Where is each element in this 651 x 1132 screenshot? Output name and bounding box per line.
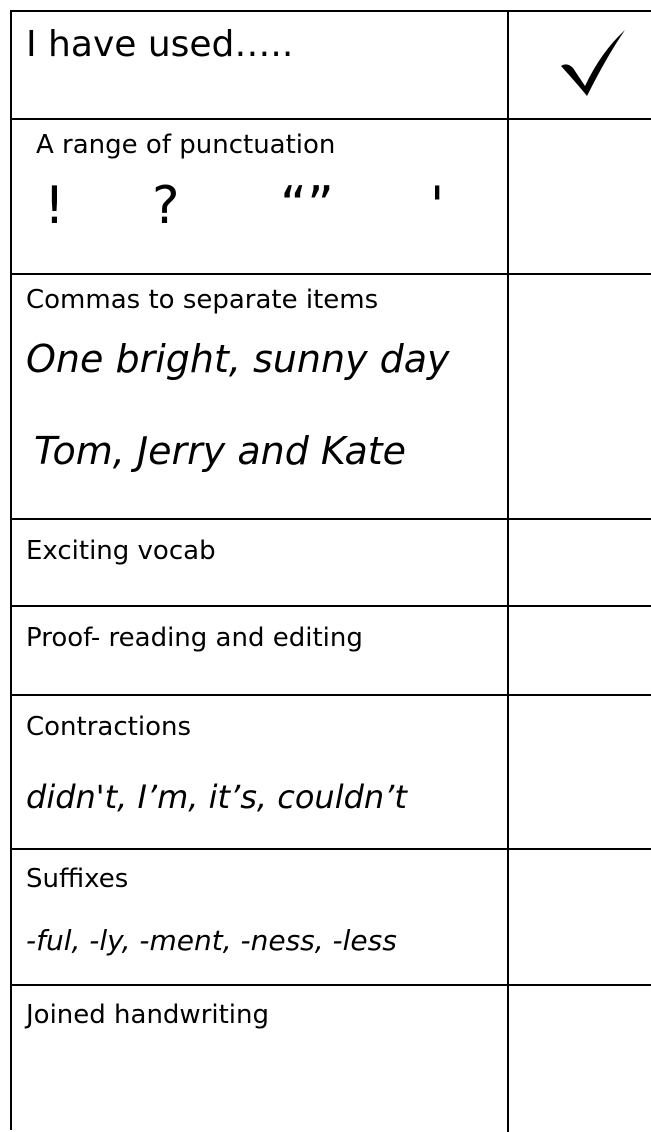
- comma-example: One bright, sunny day: [26, 337, 450, 381]
- row-proofreading: [12, 607, 651, 696]
- apostrophe-example: ': [430, 176, 445, 236]
- row-label: Exciting vocab: [26, 536, 216, 566]
- row-label: Commas to separate items: [26, 285, 379, 315]
- row-label: Proof- reading and editing: [26, 623, 363, 653]
- row-punctuation: [12, 120, 651, 275]
- row-label: A range of punctuation: [36, 130, 336, 160]
- row-label: Contractions: [26, 712, 192, 742]
- row-vocab: [12, 520, 651, 607]
- row-handwriting: [12, 986, 651, 1132]
- row-label: Suffixes: [26, 864, 129, 894]
- speech-marks-example: “”: [280, 176, 334, 236]
- row-contractions: [12, 696, 651, 850]
- header-row: [12, 12, 651, 120]
- contraction-example: didn't, I’m, it’s, couldn’t: [26, 778, 407, 816]
- row-label: Joined handwriting: [26, 1000, 270, 1030]
- checklist-table: [10, 10, 651, 1130]
- checkmark-icon: [557, 26, 629, 98]
- comma-example: Tom, Jerry and Kate: [34, 429, 407, 473]
- row-suffixes: [12, 850, 651, 986]
- exclamation-example: !: [44, 176, 65, 236]
- suffix-example: -ful, -ly, -ment, -ness, -less: [26, 924, 397, 957]
- row-commas: [12, 275, 651, 520]
- header-title: I have used…..: [26, 24, 294, 65]
- question-example: ?: [152, 176, 180, 236]
